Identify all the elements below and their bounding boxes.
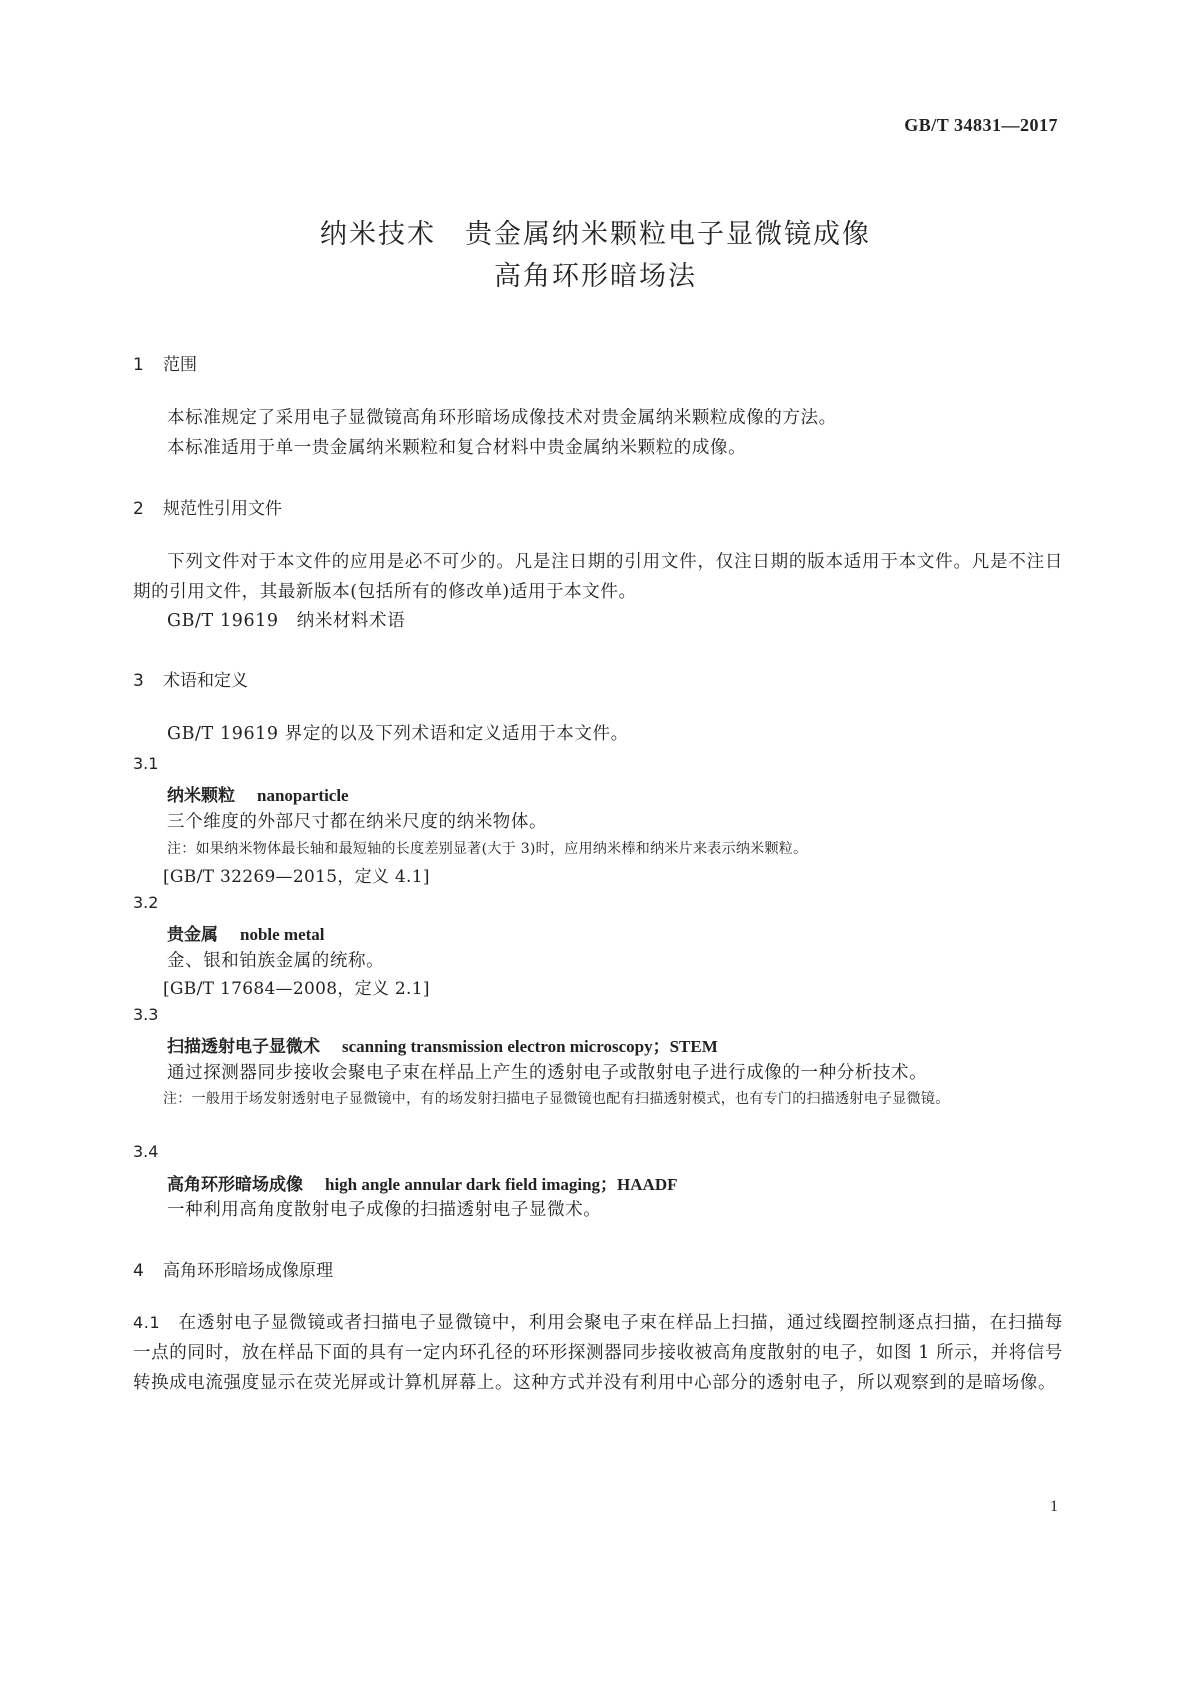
term-zh: 贵金属 — [167, 925, 218, 945]
term-definition: 通过探测器同步接收会聚电子束在样品上产生的透射电子或散射电子进行成像的一种分析技术。 — [167, 1063, 928, 1083]
standard-code: GB/T 34831—2017 — [904, 115, 1058, 135]
term-3-1 — [167, 781, 349, 806]
term-en: noble metal — [240, 925, 325, 944]
section-1-heading — [133, 350, 197, 375]
section-title: 高角环形暗场成像原理 — [163, 1261, 333, 1281]
page-number: 1 — [1050, 1498, 1058, 1515]
normative-reference: GB/T 19619 纳米材料术语 — [167, 611, 406, 631]
term-3-4 — [167, 1170, 678, 1195]
document-title-line1: 纳米技术 贵金属纳米颗粒电子显微镜成像 — [320, 219, 871, 250]
section-3-heading — [133, 666, 248, 691]
term-number: 3.3 — [133, 1005, 159, 1024]
section-title: 术语和定义 — [163, 671, 248, 691]
term-definition: 金、银和铂族金属的统称。 — [167, 951, 385, 971]
section-number: 3 — [133, 671, 144, 691]
term-source: [GB/T 17684—2008，定义 2.1] — [163, 979, 430, 999]
section-title: 规范性引用文件 — [163, 499, 282, 519]
term-definition: 三个维度的外部尺寸都在纳米尺度的纳米物体。 — [167, 812, 548, 832]
section-2-heading — [133, 494, 282, 519]
section-number: 4 — [133, 1261, 144, 1281]
term-note: 注：如果纳米物体最长轴和最短轴的长度差别显著(大于 3)时，应用纳米棒和纳米片来表示纳米颗粒。 — [167, 841, 808, 857]
term-number: 3.2 — [133, 893, 159, 912]
section-number: 2 — [133, 499, 144, 519]
section-1-paragraph-1: 本标准规定了采用电子显微镜高角环形暗场成像技术对贵金属纳米颗粒成像的方法。 — [167, 408, 837, 428]
term-number: 3.1 — [133, 754, 159, 773]
section-title: 范围 — [163, 355, 197, 375]
section-1-paragraph-2: 本标准适用于单一贵金属纳米颗粒和复合材料中贵金属纳米颗粒的成像。 — [167, 438, 747, 458]
section-4-heading — [133, 1256, 333, 1281]
term-en: high angle annular dark field imaging；HAADF — [325, 1175, 678, 1194]
paragraph-text: 下列文件对于本文件的应用是必不可少的。凡是注日期的引用文件，仅注日期的版本适用于本文件。凡是不注日期的引用文件，其最新版本(包括所有的修改单)适用于本文件。 — [133, 552, 1063, 602]
document-title-line2: 高角环形暗场法 — [494, 261, 697, 292]
paragraph-text: 在透射电子显微镜或者扫描电子显微镜中，利用会聚电子束在样品上扫描，通过线圈控制逐点扫描，在扫描每一点的同时，放在样品下面的具有一定内环孔径的环形探测器同步接收被高角度散射的电子，如图 1 所示，并将信号转换成电流强度显示在荧光屏或计算机屏幕上。这种方式并没有利用中心部分的透射电子，所以观察到的是暗场像。 — [133, 1313, 1063, 1393]
section-number: 1 — [133, 355, 144, 375]
term-3-2 — [167, 920, 325, 945]
term-source: [GB/T 32269—2015，定义 4.1] — [163, 867, 430, 887]
term-zh: 纳米颗粒 — [167, 786, 235, 806]
term-en: nanoparticle — [257, 786, 349, 805]
section-4-paragraph-1 — [133, 1308, 1063, 1398]
term-note: 注：一般用于场发射透射电子显微镜中，有的场发射扫描电子显微镜也配有扫描透射模式，也有专门的扫描透射电子显微镜。 — [163, 1091, 950, 1107]
term-zh: 高角环形暗场成像 — [167, 1175, 303, 1195]
term-en: scanning transmission electron microscopy；STEM — [342, 1037, 718, 1056]
section-3-paragraph-1: GB/T 19619 界定的以及下列术语和定义适用于本文件。 — [167, 724, 629, 744]
term-number: 3.4 — [133, 1142, 159, 1161]
section-2-paragraph-1 — [133, 547, 1063, 607]
clause-number: 4.1 — [133, 1313, 161, 1332]
term-zh: 扫描透射电子显微术 — [167, 1037, 320, 1057]
term-definition: 一种利用高角度散射电子成像的扫描透射电子显微术。 — [167, 1200, 602, 1220]
term-3-3 — [167, 1032, 718, 1057]
